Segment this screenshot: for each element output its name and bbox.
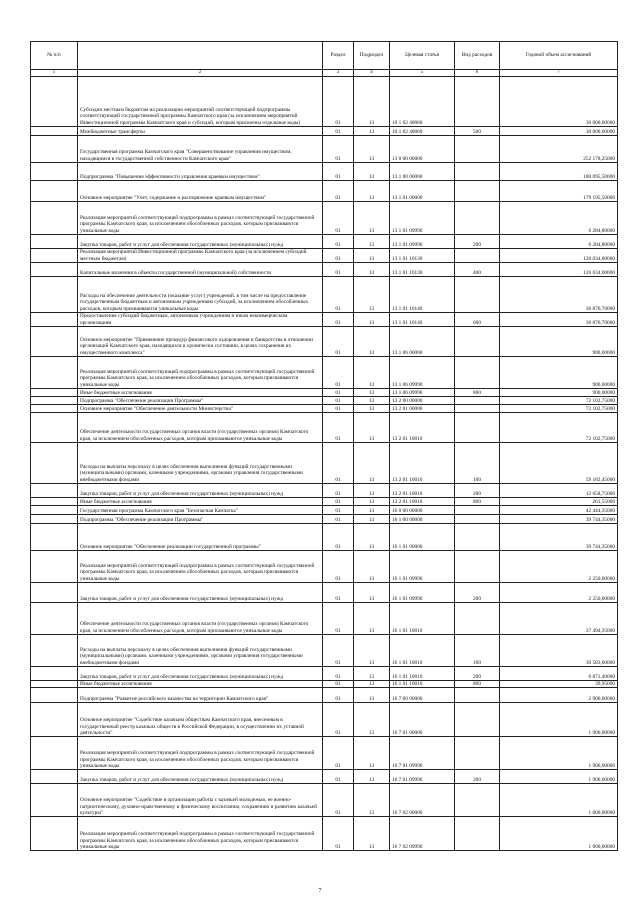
row-expense-type <box>455 249 500 263</box>
row-expense-type: 200 <box>455 235 500 249</box>
row-number <box>31 688 78 703</box>
row-number <box>31 77 78 127</box>
header-section: Раздел <box>323 42 354 70</box>
row-subsection: 13 <box>354 583 390 603</box>
row-expense-type <box>455 817 500 851</box>
row-amount: 59 182,45000 <box>500 443 618 484</box>
row-name: Реализация мероприятий соответствующей подпрограммы в рамках соответствующей государственной программы Камчатского края, за исключением обособленных расходов, которым присваиваются уникальные коды <box>78 202 323 235</box>
row-name: Расходы на выплаты персоналу в целях обеспечения выполнения функций государственными (муниципальными) органами, казенными учреждениями, органами управления государственными внебюджетными фондами <box>78 443 323 484</box>
row-amount: 900,00000 <box>500 327 618 357</box>
row-amount: 900,00000 <box>500 357 618 389</box>
row-name: Реализация мероприятий соответствующей подпрограммы в рамках соответствующей государственной программы Камчатского края, за исключением обособленных расходов, которым присваиваются уникальные коды <box>78 817 323 851</box>
table-row <box>31 681 618 688</box>
row-section: 01 <box>323 443 354 484</box>
row-amount: 126 034,00000 <box>500 263 618 277</box>
row-target-article: 16 7 02 09990 <box>390 817 455 851</box>
row-expense-type <box>455 277 500 313</box>
table-row <box>31 397 618 405</box>
row-name: Закупка товаров, работ и услуг для обеспечения государственных (муниципальных) нужд <box>78 583 323 603</box>
row-name: Подпрограмма "Обеспечение реализации Программы" <box>78 397 323 405</box>
table-row <box>31 583 618 603</box>
row-expense-type <box>455 181 500 202</box>
row-amount: 30 000,00000 <box>500 127 618 136</box>
row-name: Основное мероприятие "Обеспечение деятельности Министерства" <box>78 405 323 413</box>
table-row <box>31 127 618 136</box>
table-row <box>31 484 618 498</box>
table-row <box>31 515 618 524</box>
row-expense-type: 800 <box>455 389 500 397</box>
row-subsection: 13 <box>354 443 390 484</box>
budget-table <box>30 41 618 851</box>
column-index: 3 <box>323 70 354 77</box>
row-number <box>31 484 78 498</box>
row-target-article: 13 1 01 09990 <box>390 235 455 249</box>
row-name: Реализация мероприятий соответствующей подпрограммы в рамках соответствующей государственной программы Камчатского края, за исключением обособленных расходов, которым присваиваются уникальные коды <box>78 551 323 583</box>
row-subsection: 13 <box>354 397 390 405</box>
row-subsection: 13 <box>354 770 390 784</box>
row-number <box>31 737 78 770</box>
row-subsection: 13 <box>354 413 390 443</box>
row-section: 01 <box>323 249 354 263</box>
row-section: 01 <box>323 181 354 202</box>
row-amount: 252 178,25000 <box>500 136 618 163</box>
row-section: 01 <box>323 737 354 770</box>
row-name: Капитальные вложения в объекты государственной (муниципальной) собственности <box>78 263 323 277</box>
row-subsection: 13 <box>354 263 390 277</box>
row-expense-type: 200 <box>455 770 500 784</box>
row-expense-type <box>455 77 500 127</box>
column-index: 6 <box>455 70 500 77</box>
row-number <box>31 515 78 524</box>
row-target-article: 13 2 00 00000 <box>390 397 455 405</box>
row-target-article: 13 1 06 00000 <box>390 327 455 357</box>
row-amount: 6 871,40000 <box>500 667 618 681</box>
row-target-article: 13 2 01 10010 <box>390 498 455 506</box>
row-section: 01 <box>323 667 354 681</box>
row-expense-type <box>455 737 500 770</box>
table-row <box>31 77 618 127</box>
row-amount: 2 250,00000 <box>500 583 618 603</box>
row-section: 01 <box>323 357 354 389</box>
column-index-row <box>31 70 618 77</box>
row-subsection: 13 <box>354 603 390 635</box>
column-index: 5 <box>390 70 455 77</box>
row-target-article: 10 1 02 40060 <box>390 127 455 136</box>
row-amount: 42 444,35000 <box>500 506 618 515</box>
row-subsection: 13 <box>354 551 390 583</box>
row-name: Расходы на выплаты персоналу в целях обеспечения выполнения функций государственными (муниципальными) органами, казенными учреждениями, органами управления государственными внебюджетными фондами <box>78 635 323 667</box>
row-number <box>31 667 78 681</box>
table-row <box>31 249 618 263</box>
row-name: Закупка товаров, работ и услуг для обеспечения государственных (муниципальных) нужд <box>78 770 323 784</box>
table-row <box>31 357 618 389</box>
row-name: Закупка товаров, работ и услуг для обеспечения государственных (муниципальных) нужд <box>78 667 323 681</box>
row-amount: 39 744,35000 <box>500 515 618 524</box>
row-expense-type: 600 <box>455 313 500 327</box>
row-target-article: 13 1 01 00000 <box>390 181 455 202</box>
row-amount: 1 900,00000 <box>500 737 618 770</box>
row-target-article: 13 0 00 00000 <box>390 136 455 163</box>
row-number <box>31 202 78 235</box>
row-target-article: 13 2 01 10010 <box>390 443 455 484</box>
row-expense-type <box>455 524 500 551</box>
row-expense-type <box>455 506 500 515</box>
row-target-article: 16 1 01 10010 <box>390 667 455 681</box>
table-row <box>31 817 618 851</box>
row-amount: 900,00000 <box>500 389 618 397</box>
row-name: Реализация мероприятий Инвестиционной программы Камчатского края (за исключением субсидий местным бюджетам) <box>78 249 323 263</box>
row-name: Основное мероприятие "Содействие казачьим обществам Камчатского края, внесенным в государственный реестр казачьих обществ в Российской Федерации, в осуществлении их уставной деятельности" <box>78 703 323 737</box>
row-section: 01 <box>323 784 354 817</box>
row-subsection: 13 <box>354 313 390 327</box>
row-expense-type: 100 <box>455 443 500 484</box>
row-target-article: 16 1 01 09990 <box>390 583 455 603</box>
row-amount: 72 102,75000 <box>500 413 618 443</box>
row-number <box>31 551 78 583</box>
row-subsection: 13 <box>354 524 390 551</box>
row-section: 01 <box>323 277 354 313</box>
row-target-article: 13 1 01 10140 <box>390 313 455 327</box>
row-number <box>31 397 78 405</box>
row-number <box>31 703 78 737</box>
row-name: Реализация мероприятий соответствующей подпрограммы в рамках соответствующей государственной программы Камчатского края, за исключением обособленных расходов, которым присваиваются уникальные коды <box>78 357 323 389</box>
row-expense-type <box>455 136 500 163</box>
row-amount: 180 095,50000 <box>500 163 618 181</box>
row-amount: 39 744,35000 <box>500 524 618 551</box>
row-name: Иные бюджетные ассигнования <box>78 681 323 688</box>
row-subsection: 13 <box>354 249 390 263</box>
row-section: 01 <box>323 681 354 688</box>
row-number <box>31 583 78 603</box>
row-subsection: 13 <box>354 405 390 413</box>
row-expense-type <box>455 603 500 635</box>
row-section: 01 <box>323 688 354 703</box>
row-amount: 30 583,00000 <box>500 635 618 667</box>
row-subsection: 13 <box>354 277 390 313</box>
row-name: Иные бюджетные ассигнования <box>78 389 323 397</box>
row-amount: 12 658,75000 <box>500 484 618 498</box>
row-subsection: 13 <box>354 235 390 249</box>
row-expense-type <box>455 703 500 737</box>
row-name: Расходы на обеспечение деятельности (оказание услуг) учреждений, в том числе на предоставление государственным бюджетным и автономным учреждениям субсидий, за исключением обособленных расходов, которым присваиваются уникальные коды <box>78 277 323 313</box>
row-name: Обеспечение деятельности государственных органов власти (государственных органов) Камчатского края, за исключением обособленных расходов, которым присваиваются уникальные коды <box>78 603 323 635</box>
row-number <box>31 413 78 443</box>
row-amount: 179 195,50000 <box>500 181 618 202</box>
table-row <box>31 603 618 635</box>
row-amount: 261,55000 <box>500 498 618 506</box>
row-target-article: 13 1 01 10130 <box>390 249 455 263</box>
table-row <box>31 235 618 249</box>
row-section: 01 <box>323 817 354 851</box>
row-name: Подпрограмма "Повышение эффективности управления краевым имуществом" <box>78 163 323 181</box>
row-subsection: 13 <box>354 181 390 202</box>
row-section: 01 <box>323 136 354 163</box>
row-amount: 39,95000 <box>500 681 618 688</box>
row-number <box>31 524 78 551</box>
table-row <box>31 202 618 235</box>
table-body <box>31 77 618 851</box>
row-number <box>31 127 78 136</box>
table-row <box>31 524 618 551</box>
row-target-article: 16 1 01 10010 <box>390 681 455 688</box>
row-number <box>31 635 78 667</box>
row-amount: 2 250,00000 <box>500 551 618 583</box>
row-amount: 6 284,80000 <box>500 202 618 235</box>
row-name: Субсидии местным бюджетам на реализацию мероприятий соответствующей подпрограммы соответствующей государственной программы Камчатского края (за исключением мероприятий Инвестиционной программы Камчатского края и субсидий, которым присвоены отдельные коды) <box>78 77 323 127</box>
row-target-article: 16 0 00 00000 <box>390 506 455 515</box>
row-number <box>31 770 78 784</box>
row-number <box>31 327 78 357</box>
row-number <box>31 163 78 181</box>
row-target-article: 16 1 01 10010 <box>390 635 455 667</box>
row-expense-type: 400 <box>455 263 500 277</box>
table-row <box>31 784 618 817</box>
row-subsection: 13 <box>354 515 390 524</box>
row-section: 01 <box>323 484 354 498</box>
row-target-article: 16 1 01 10010 <box>390 603 455 635</box>
header-target-article: Целевая статья <box>390 42 455 70</box>
row-amount: 30 000,00000 <box>500 77 618 127</box>
row-subsection: 13 <box>354 737 390 770</box>
row-amount: 72 102,75000 <box>500 397 618 405</box>
row-name: Основное мероприятие "Учет, содержание и распоряжение краевым имуществом" <box>78 181 323 202</box>
row-number <box>31 263 78 277</box>
row-amount: 72 102,75000 <box>500 405 618 413</box>
header-name <box>78 42 323 70</box>
row-name: Основное мероприятие "Содействие в организации работы с казачьей молодежью, ее военно-патриотическому, духовно-нравственному и физическому воспитанию, сохранению и развитию казачьей культуры" <box>78 784 323 817</box>
table-row <box>31 770 618 784</box>
row-subsection: 13 <box>354 202 390 235</box>
row-section: 01 <box>323 389 354 397</box>
table-row <box>31 551 618 583</box>
row-section: 01 <box>323 77 354 127</box>
row-number <box>31 389 78 397</box>
row-number <box>31 784 78 817</box>
table-row <box>31 635 618 667</box>
table-row <box>31 136 618 163</box>
row-target-article: 16 7 02 00000 <box>390 784 455 817</box>
row-target-article: 13 1 01 10130 <box>390 263 455 277</box>
row-expense-type: 800 <box>455 498 500 506</box>
row-number <box>31 817 78 851</box>
row-number <box>31 136 78 163</box>
row-subsection: 13 <box>354 688 390 703</box>
row-subsection: 13 <box>354 484 390 498</box>
row-expense-type: 800 <box>455 681 500 688</box>
row-section: 01 <box>323 603 354 635</box>
row-name: Обеспечение деятельности государственных органов власти (государственных органов) Камчатского края, за исключением обособленных расходов, которым присваиваются уникальные коды <box>78 413 323 443</box>
table-row <box>31 405 618 413</box>
column-index: 4 <box>354 70 390 77</box>
row-number <box>31 681 78 688</box>
row-target-article: 16 1 01 00000 <box>390 524 455 551</box>
table-row <box>31 263 618 277</box>
row-name: Подпрограмма "Обеспечение реализации Программы" <box>78 515 323 524</box>
row-expense-type <box>455 688 500 703</box>
table-row <box>31 163 618 181</box>
row-name: Закупка товаров, работ и услуг для обеспечения государственных (муниципальных) нужд <box>78 235 323 249</box>
row-amount: 36 876,70000 <box>500 277 618 313</box>
row-number <box>31 603 78 635</box>
row-number <box>31 498 78 506</box>
row-expense-type: 200 <box>455 583 500 603</box>
row-expense-type <box>455 357 500 389</box>
row-name: Основное мероприятие "Применение процедур финансового оздоровления и банкротства в отношении организаций Камчатского края, находящихся в хронически состоянии, в целях сохранения их имущественного комплекса" <box>78 327 323 357</box>
page-number: 7 <box>318 888 322 894</box>
row-subsection: 13 <box>354 77 390 127</box>
row-target-article: 16 7 01 00000 <box>390 703 455 737</box>
column-index: 7 <box>500 70 618 77</box>
row-section: 01 <box>323 635 354 667</box>
row-subsection: 13 <box>354 357 390 389</box>
row-amount: 6 284,80000 <box>500 235 618 249</box>
row-name: Межбюджетные трансферты <box>78 127 323 136</box>
row-number <box>31 405 78 413</box>
table-header <box>31 42 618 77</box>
row-name: Предоставление субсидий бюджетным, автономным учреждениям и иным некоммерческим организациям <box>78 313 323 327</box>
row-number <box>31 506 78 515</box>
row-section: 01 <box>323 413 354 443</box>
row-section: 01 <box>323 202 354 235</box>
table-row <box>31 277 618 313</box>
row-name: Подпрограмма "Развитие российского казачества на территории Камчатского края" <box>78 688 323 703</box>
row-target-article: 13 2 01 10010 <box>390 484 455 498</box>
table-row <box>31 506 618 515</box>
row-amount: 1 900,00000 <box>500 703 618 737</box>
table-row <box>31 389 618 397</box>
row-section: 01 <box>323 770 354 784</box>
row-expense-type <box>455 405 500 413</box>
table-row <box>31 443 618 484</box>
row-subsection: 13 <box>354 498 390 506</box>
row-number <box>31 357 78 389</box>
row-section: 01 <box>323 397 354 405</box>
row-subsection: 13 <box>354 667 390 681</box>
row-target-article: 10 1 02 40060 <box>390 77 455 127</box>
row-target-article: 13 1 06 09990 <box>390 357 455 389</box>
row-expense-type: 200 <box>455 667 500 681</box>
row-number <box>31 277 78 313</box>
row-amount: 1 000,00000 <box>500 784 618 817</box>
row-amount: 1 900,00000 <box>500 770 618 784</box>
row-number <box>31 443 78 484</box>
row-number <box>31 235 78 249</box>
row-target-article: 13 1 06 09990 <box>390 389 455 397</box>
row-name: Иные бюджетные ассигнования <box>78 498 323 506</box>
row-name: Государственная программа Камчатского края "Совершенствование управления имуществом, находящимся в государственной собственности Камчатского края" <box>78 136 323 163</box>
row-subsection: 13 <box>354 703 390 737</box>
row-target-article: 16 7 01 09990 <box>390 770 455 784</box>
table-row <box>31 737 618 770</box>
row-amount: 126 034,00000 <box>500 249 618 263</box>
row-section: 01 <box>323 524 354 551</box>
row-section: 01 <box>323 313 354 327</box>
table-row <box>31 498 618 506</box>
row-amount: 37 494,35000 <box>500 603 618 635</box>
row-expense-type <box>455 551 500 583</box>
row-section: 01 <box>323 235 354 249</box>
row-subsection: 13 <box>354 163 390 181</box>
row-target-article: 13 2 01 10010 <box>390 413 455 443</box>
row-target-article: 16 7 00 00000 <box>390 688 455 703</box>
row-amount: 36 876,70000 <box>500 313 618 327</box>
row-section: 01 <box>323 327 354 357</box>
row-expense-type <box>455 397 500 405</box>
row-section: 01 <box>323 506 354 515</box>
row-section: 01 <box>323 405 354 413</box>
table-row <box>31 688 618 703</box>
row-subsection: 13 <box>354 127 390 136</box>
row-name: Реализация мероприятий соответствующей подпрограммы в рамках соответствующей государственной программы Камчатского края, за исключением обособленных расходов, которым присваиваются уникальные коды <box>78 737 323 770</box>
table-row <box>31 313 618 327</box>
header-subsection: Подраздел <box>354 42 390 70</box>
row-subsection: 13 <box>354 784 390 817</box>
row-amount: 2 900,00000 <box>500 688 618 703</box>
row-expense-type <box>455 163 500 181</box>
row-amount: 1 000,00000 <box>500 817 618 851</box>
header-expense-type: Вид расходов <box>455 42 500 70</box>
row-section: 01 <box>323 498 354 506</box>
row-section: 01 <box>323 163 354 181</box>
row-target-article: 13 1 01 09990 <box>390 202 455 235</box>
row-subsection: 13 <box>354 389 390 397</box>
row-target-article: 13 2 01 00000 <box>390 405 455 413</box>
row-number <box>31 313 78 327</box>
row-name: Государственная программа Камчатского края "Безопасная Камчатка" <box>78 506 323 515</box>
row-target-article: 16 1 00 00000 <box>390 515 455 524</box>
table-row <box>31 667 618 681</box>
table-row <box>31 703 618 737</box>
row-subsection: 13 <box>354 327 390 357</box>
column-index: 2 <box>78 70 323 77</box>
row-target-article: 16 7 01 09990 <box>390 737 455 770</box>
row-expense-type <box>455 784 500 817</box>
header-number: № п/п <box>31 42 78 70</box>
row-subsection: 13 <box>354 506 390 515</box>
header-annual-amount: Годовой объем ассигнований <box>500 42 618 70</box>
column-index: 1 <box>31 70 78 77</box>
row-section: 01 <box>323 127 354 136</box>
table-row <box>31 181 618 202</box>
row-expense-type <box>455 327 500 357</box>
row-expense-type: 200 <box>455 484 500 498</box>
row-number <box>31 181 78 202</box>
row-subsection: 13 <box>354 817 390 851</box>
row-expense-type <box>455 413 500 443</box>
row-section: 01 <box>323 551 354 583</box>
row-target-article: 13 1 01 10140 <box>390 277 455 313</box>
row-target-article: 13 1 00 00000 <box>390 163 455 181</box>
row-number <box>31 249 78 263</box>
row-section: 01 <box>323 583 354 603</box>
table-row <box>31 327 618 357</box>
row-expense-type <box>455 515 500 524</box>
row-subsection: 13 <box>354 136 390 163</box>
row-section: 01 <box>323 515 354 524</box>
row-name: Закупка товаров, работ и услуг для обеспечения государственных (муниципальных) нужд <box>78 484 323 498</box>
row-section: 01 <box>323 263 354 277</box>
row-expense-type: 500 <box>455 127 500 136</box>
row-name: Основное мероприятие "Обеспечение реализации государственной программы" <box>78 524 323 551</box>
row-section: 01 <box>323 703 354 737</box>
row-subsection: 13 <box>354 681 390 688</box>
row-expense-type: 100 <box>455 635 500 667</box>
row-subsection: 13 <box>354 635 390 667</box>
row-target-article: 16 1 01 09990 <box>390 551 455 583</box>
table-row <box>31 413 618 443</box>
row-expense-type <box>455 202 500 235</box>
